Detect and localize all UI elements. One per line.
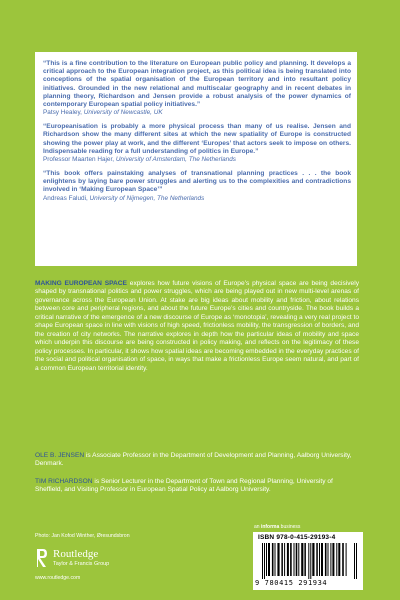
book-title: MAKING EUROPEAN SPACE <box>35 280 127 287</box>
photo-credit: Photo: Jan Kofod Winther, Øresundsbron <box>35 533 130 539</box>
author-name: TIM RICHARDSON <box>35 478 93 485</box>
review-credit <box>43 109 351 117</box>
reviewer-affiliation: University of Amsterdam, The Netherlands <box>115 156 236 164</box>
publisher-url[interactable]: www.routledge.com <box>35 575 81 581</box>
review-credit <box>43 156 351 164</box>
review-1 <box>43 60 351 117</box>
publisher-block <box>35 547 155 587</box>
informa-brand: informa <box>260 524 280 530</box>
reviewer-name: Patsy Healey, <box>43 109 84 117</box>
routledge-r-logo-icon <box>35 547 49 569</box>
informa-prefix: an <box>254 524 261 530</box>
barcode-icon <box>261 543 357 579</box>
author-bio: is Associate Professor in the Department of Development and Planning, Aalborg University, Denmark. <box>35 452 352 468</box>
review-credit <box>43 195 351 203</box>
review-quote: “This is a fine contribution to the literature on European public policy and planning. It develops a critical approach to the European integration project, as this political idea is being translated into conceptions of the spatial organisation of the European territory and into resultant policy initiatives. Grounded in the new relational and multiscalar geography and in recent debates in planning theory, Richardson and Jensen provide a robust analysis of the power dynamics of contemporary European spatial policy initiatives.” <box>43 60 351 109</box>
review-quote: “This book offers painstaking analyses of transnational planning practices . . . the book enlightens by laying bare power struggles and alerting us to the complexities and contradictions involved in ‘Making European Space’” <box>43 170 351 194</box>
author-bio-1 <box>35 452 359 469</box>
author-name: OLE B. JENSEN <box>35 452 85 459</box>
author-bio-2 <box>35 478 359 495</box>
publisher-name: Routledge <box>53 548 99 560</box>
barcode-digits: 9 780415 291934 <box>255 579 328 587</box>
reviewer-affiliation: University of Nijmegen, The Netherlands <box>89 194 205 202</box>
barcode-box <box>253 532 363 590</box>
author-bio: is Senior Lecturer in the Department of Town and Regional Planning, University of Sheffield, and Visiting Professor in European Spatial Policy at Aalborg University. <box>35 478 333 494</box>
book-description <box>35 280 359 373</box>
informa-suffix: business <box>279 524 301 530</box>
reviewer-name: Andreas Faludi, <box>43 194 90 202</box>
publisher-group: Taylor & Francis Group <box>53 561 110 567</box>
informa-tagline <box>254 524 300 530</box>
review-2 <box>43 123 351 164</box>
review-box <box>35 52 357 266</box>
reviewer-name: Professor Maarten Hajer, <box>43 156 116 164</box>
review-quote: “Europeanisation is probably a more physical process than many of us realise. Jensen and Richardson show the many different sites at which the new spatiality of Europe is constructed showing the power play at work, and the different ‘Europes’ that actors seek to impose on others. Indispensable reading for a full understanding of politics in Europe.” <box>43 123 351 155</box>
reviewer-affiliation: University of Newcastle, UK <box>83 109 163 117</box>
isbn-label: ISBN 978-0-415-29193-4 <box>258 534 336 541</box>
review-3 <box>43 170 351 203</box>
description-body: explores how future visions of Europe’s physical space are being decisively shaped by transnational politics and power struggles, which are being played out in new multi-level arenas of governance across the European Union. At stake are big ideas about mobility and friction, about relations between core and peripheral regions, and about the future Europe’s cities and countryside. The book builds a critical narrative of the emergence of a new discourse of Europe as ‘monotopia’, revealing a very real project to shape European space in line with visions of high speed, frictionless mobility, the transgression of borders, and the creation of city networks. The narrative explores in depth how the particular ideas of mobility and space which underpin this discourse are being constructed in policy making, and reflects on the legitimacy of these policy processes. In particular, it shows how spatial ideas are becoming embedded in the everyday practices of the social and political organisation of space, in ways that make a frictionless Europe seem natural, and part of a common European territorial identity. <box>35 280 359 372</box>
